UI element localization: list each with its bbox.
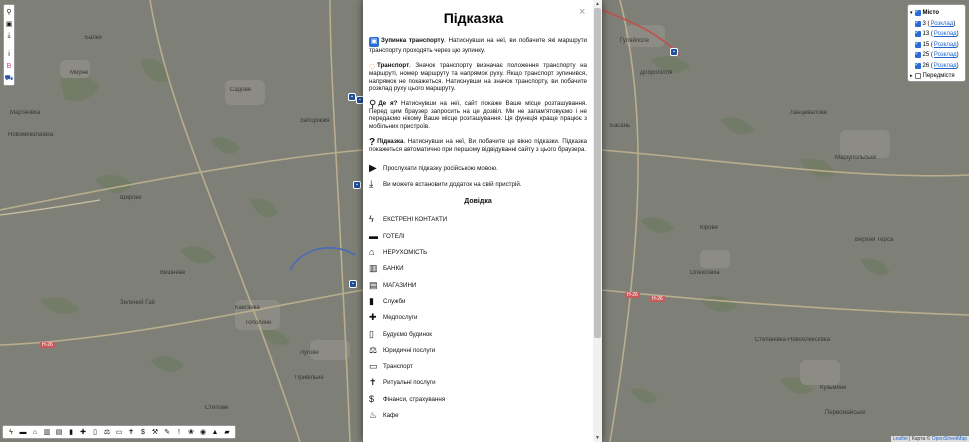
route-number: 3 [922,20,926,27]
road-number-badge: H-26 [42,342,53,348]
checkbox-city[interactable] [915,10,921,16]
directory-item[interactable] [369,311,587,325]
bus-stop-marker-icon[interactable]: ▪ [348,93,356,101]
directory-item-label[interactable]: Будуємо будинок [383,330,433,338]
help-whereami [369,100,587,130]
services-icon[interactable]: ▮ [69,429,73,436]
layer-city-label: Місто [922,10,940,17]
layer-suburbs-label: Передмістя [922,73,955,80]
help-hint [369,138,587,153]
map-place-label: Тополине [245,320,272,326]
layer-city[interactable] [910,8,963,19]
download-icon[interactable]: ⤓ [7,32,11,39]
directory-item-label[interactable]: Юридичні послуги [383,346,436,354]
bottom-toolbar [2,425,236,439]
install-label[interactable]: Ви можете встановити додаток на свій пристрій. [383,181,522,189]
layer-route[interactable] [910,61,963,72]
map-place-label: Широке [120,195,142,201]
modal-body [369,37,587,425]
route-schedule-close: ) [956,52,959,59]
route-schedule-open: ( [929,31,933,38]
map-place-label: Первомайське [825,410,866,416]
map-place-label: Верхня Терса [855,237,894,243]
directory-item[interactable] [369,295,587,309]
help-transport [369,62,587,92]
directory-title: Довідка [464,197,492,205]
directory-item-label[interactable]: ГОТЕЛІ [383,232,405,240]
location-pin-icon[interactable]: ⚲ [6,9,12,16]
map-place-label: Привільне [295,375,324,381]
car-icon[interactable]: ▰ [224,429,230,436]
bus-stop-icon: ▣ [370,38,378,45]
directory-item-label[interactable]: БАНКИ [383,265,404,273]
directory-item-label[interactable]: Медпослуги [383,314,418,322]
bus-stop-marker-icon[interactable]: ▪ [670,48,678,56]
funeral-icon[interactable]: ✝ [128,429,134,436]
paw-icon[interactable]: ❀ [188,429,194,436]
road-number-badge: H-26 [652,296,663,302]
map-place-label: Степове [205,405,229,411]
route-schedule-close: ) [953,20,956,27]
map-place-label: Зелений Гай [120,300,155,306]
listen-link[interactable] [369,161,587,175]
layer-route[interactable] [910,29,963,40]
checkbox-route[interactable] [915,21,921,27]
info-icon[interactable]: i [8,50,10,58]
map-place-label: Степанівка-Новоолексіївка [755,337,831,343]
info-icon[interactable]: ! [178,428,180,436]
route-number: 13 [922,31,930,38]
transport-marker-icon: ◌ [369,61,375,73]
help-stop-text: . Натиснувши на неї, ви побачите які маршрути транспорту проходять через цю зупинку. [369,37,588,54]
wrench-icon[interactable]: ✎ [164,429,170,436]
directory-item-label[interactable]: МАГАЗИНИ [383,281,417,289]
route-schedule-open: ( [929,52,933,59]
checkbox-route[interactable] [915,52,921,58]
directory-item-label[interactable]: НЕРУХОМІСТЬ [383,249,428,257]
help-stop-title: Зупинка транспорту [381,37,445,44]
map-place-label: Кірове [700,225,718,231]
map-place-label: Гуляйполе [620,38,650,44]
modal-title: Підказка [443,10,504,26]
directory-item[interactable] [369,327,587,341]
lightning-icon[interactable]: ϟ [9,428,13,436]
layers-panel [907,4,966,82]
question-icon: ? [369,136,376,148]
map-place-label: Вишневе [160,270,186,276]
bus-stop-icon[interactable]: ▣ [5,21,13,28]
directory-item[interactable] [369,392,587,406]
modal-scrollbar[interactable] [593,0,602,442]
directory-item[interactable] [369,343,587,357]
shop-icon[interactable]: ▤ [55,429,63,436]
cafe-icon: ♨ [369,409,378,420]
lightning-icon: ϟ [369,214,374,225]
layer-route[interactable] [910,19,963,30]
building-icon[interactable]: ▯ [93,429,97,436]
install-link[interactable] [369,178,587,192]
medical-icon: ✚ [369,312,377,323]
directory-item[interactable] [369,246,587,260]
home-icon[interactable]: ⌂ [32,428,38,436]
map-place-label: Мирне [70,70,89,76]
home-icon: ⌂ [369,247,375,258]
bus-stop-marker-icon[interactable]: ▪ [356,96,364,104]
brand-b-icon[interactable]: B [6,62,12,70]
route-schedule-link[interactable]: Розклад [933,41,957,48]
route-schedule-link[interactable]: Розклад [933,52,957,59]
directory-item[interactable] [369,262,587,276]
scroll-up-icon[interactable]: ▲ [595,1,600,7]
map-place-label: Садове [230,87,252,93]
checkbox-route[interactable] [915,31,921,37]
caret-right-icon[interactable]: ▸ [910,73,913,80]
directory-item[interactable] [369,360,587,374]
route-schedule-close: ) [956,41,959,48]
cart-icon[interactable]: ⛟ [4,74,14,82]
help-hint-text: . Натиснувши на неї, Ви побачите це вікно підказки. Підказка покажеться автоматично при першому відвідуванні сайту з цього браузера. [369,137,587,154]
services-icon: ▮ [369,295,374,306]
map-place-label: Новомиколаївка [8,132,54,138]
route-schedule-link[interactable]: Розклад [933,62,957,69]
route-number: 26 [922,62,930,69]
route-schedule-close: ) [956,31,959,38]
layer-route[interactable] [910,50,963,61]
map-place-label: Балки [85,35,102,41]
road-number-badge: H-26 [627,292,638,298]
help-transport-title: Транспорт [376,62,410,70]
caret-down-icon[interactable]: ▾ [910,10,913,17]
map-place-label: Мар'янівка [10,110,41,116]
scroll-thumb[interactable] [594,8,601,338]
map-place-label: Кузьмине [820,385,847,391]
checkbox-route[interactable] [915,42,921,48]
map-place-label: Ланцевалове [790,110,828,116]
legal-scales-icon[interactable]: ⚖ [103,429,111,436]
help-modal [363,0,602,442]
map-place-label: Запоріжжя [300,118,330,124]
map-place-label: Басань [610,123,631,129]
left-toolbar [3,4,15,86]
bus-stop-marker-icon[interactable]: ▪ [353,181,361,189]
map-place-label: Лугове [300,350,319,356]
medical-icon[interactable]: ✚ [80,429,86,436]
building-icon: ▯ [369,328,374,339]
map-place-label: Олексіївка [690,270,720,276]
help-whereami-text: Натиснувши на неї, сайт покаже Ваше місце розташування. Перед цим браузер запросить на це дозвіл. Ми не запам'ятовуємо і не передаємо нікому Ваше місце розташування. Ця функція краще працює з мобільних пристроїв. [369,100,587,130]
hotel-bed-icon[interactable]: ▬ [19,428,27,436]
route-number: 25 [922,52,930,59]
tools-icon[interactable]: ⚒ [151,429,159,436]
route-schedule-open: ( [929,41,933,48]
checkbox-route[interactable] [915,63,921,69]
camera-icon[interactable]: ◉ [199,429,207,436]
route-number: 15 [922,41,930,48]
help-hint-title: Підказка [377,137,404,145]
directory-item-label[interactable]: Транспорт [383,363,413,371]
finance-icon: $ [369,393,375,404]
layer-suburbs[interactable] [910,71,963,82]
directory-item[interactable] [369,376,587,390]
close-icon[interactable]: × [579,6,586,18]
map-place-label: Добропілля [640,70,673,76]
route-schedule-link[interactable]: Розклад [930,20,954,27]
directory-item[interactable] [369,213,587,227]
route-schedule-open: ( [929,62,933,69]
play-icon: ▶ [369,162,377,174]
map-attribution [891,436,969,442]
map-place-label: Кам'янка [235,305,260,311]
hotel-bed-icon: ▬ [369,230,378,241]
checkbox-suburbs[interactable] [915,73,921,79]
download-icon: ⤓ [369,179,374,191]
attribution-text: | Карта © [909,436,932,442]
funeral-icon: ✝ [369,377,377,388]
directory-item[interactable] [369,409,587,423]
bank-icon[interactable]: ▥ [43,429,51,436]
route-schedule-close: ) [956,62,959,69]
location-pin-icon: ⚲ [369,99,377,111]
directory-item[interactable] [369,278,587,292]
directory-item-label[interactable]: ЕКСТРЕНІ КОНТАКТИ [383,216,448,224]
education-icon[interactable]: ▲ [211,428,219,436]
transport-icon[interactable]: ▭ [115,429,123,436]
help-whereami-title: Де я? [378,100,398,108]
help-stop [369,37,587,54]
layer-route[interactable] [910,40,963,51]
directory-item[interactable] [369,229,587,243]
directory-item-label[interactable]: Кафе [383,411,399,419]
scroll-down-icon[interactable]: ▼ [595,435,600,441]
finance-icon[interactable]: $ [141,428,145,436]
directory-item-label[interactable]: Фінанси, страхування [383,395,446,403]
bus-stop-marker-icon[interactable]: ▪ [349,280,357,288]
listen-label[interactable]: Прослухати підказку російською мовою. [383,164,498,172]
map-place-label: Маріупольське [835,155,877,161]
directory-item-label[interactable]: Служби [383,297,406,305]
route-schedule-open: ( [925,20,930,27]
help-transport-text: . Значок транспорту визначає положення транспорту на маршруті, номер маршруту та напрямок руху. Якщо транспорт зупинився, напрямок не покажеться. Натиснувши на значок транспорту, ви побачите розклад руху цього маршруту. [369,62,587,92]
bus-icon: ▭ [369,361,378,372]
shop-icon: ▤ [369,279,378,290]
osm-link[interactable]: OpenStreetMap [931,436,967,442]
bank-icon: ▥ [369,263,378,274]
directory-list [369,213,587,423]
leaflet-link[interactable]: Leaflet [892,436,908,442]
directory-item-label[interactable]: Ритуальні послуги [383,379,436,387]
legal-scales-icon: ⚖ [369,344,378,355]
route-schedule-link[interactable]: Розклад [933,31,957,38]
